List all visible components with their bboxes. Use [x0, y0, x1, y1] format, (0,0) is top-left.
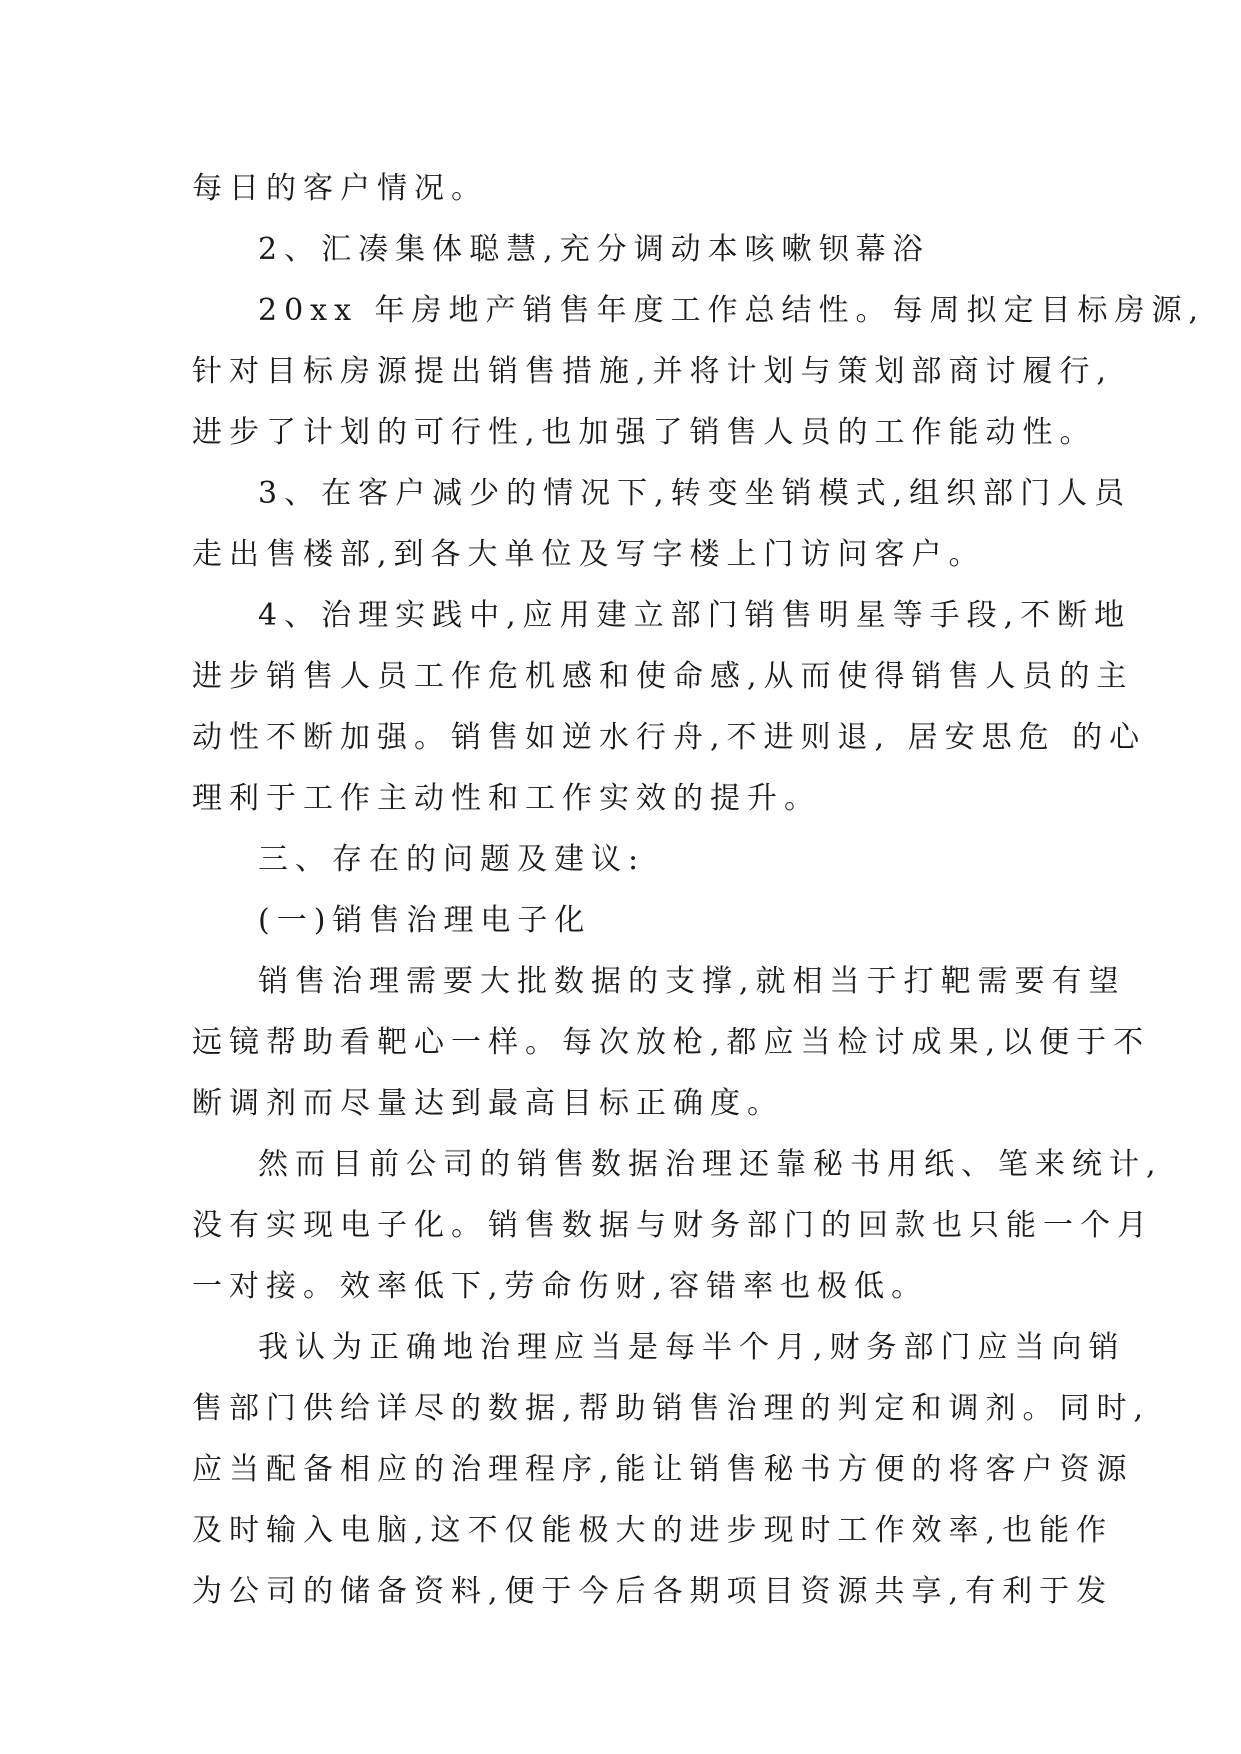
text-line: 理利于工作主动性和工作实效的提升。 — [192, 781, 821, 816]
text-line: 进步了计划的可行性,也加强了销售人员的工作能动性。 — [192, 415, 1097, 450]
text-line: 应当配备相应的治理程序,能让销售秘书方便的将客户资源 — [192, 1452, 1134, 1487]
text-line: 一对接。效率低下,劳命伤财,容错率也极低。 — [192, 1269, 929, 1304]
text-line: 2、汇凑集体聪慧,充分调动本咳嗽钡幕浴 — [258, 232, 930, 267]
text-line: 然而目前公司的销售数据治理还靠秘书用纸、笔来统计, — [258, 1147, 1163, 1182]
text-line: 20xx 年房地产销售年度工作总结性。每周拟定目标房源, — [258, 293, 1206, 328]
document-body — [192, 158, 1206, 1622]
text-line: 进步销售人员工作危机感和使命感,从而使得销售人员的主 — [192, 659, 1134, 694]
text-line: 针对目标房源提出销售措施,并将计划与策划部商讨履行, — [192, 354, 1114, 389]
text-line: 动性不断加强。销售如逆水行舟,不进则退, 居安思危 的心 — [192, 720, 1147, 755]
text-line: 断调剂而尽量达到最高目标正确度。 — [192, 1086, 784, 1121]
text-line: 及时输入电脑,这不仅能极大的进步现时工作效率,也能作 — [192, 1513, 1114, 1548]
text-line: 远镜帮助看靶心一样。每次放枪,都应当检讨成果,以便于不 — [192, 1025, 1151, 1060]
text-line: 为公司的储备资料,便于今后各期项目资源共享,有利于发 — [192, 1574, 1114, 1609]
text-line: 3、在客户减少的情况下,转变坐销模式,组织部门人员 — [258, 476, 1132, 511]
text-line: 4、治理实践中,应用建立部门销售明星等手段,不断地 — [258, 598, 1132, 633]
text-line: 我认为正确地治理应当是每半个月,财务部门应当向销 — [258, 1330, 1126, 1365]
text-line: 走出售楼部,到各大单位及写字楼上门访问客户。 — [192, 537, 986, 572]
text-line: 每日的客户情况。 — [192, 171, 488, 206]
text-line: 没有实现电子化。销售数据与财务部门的回款也只能一个月 — [192, 1208, 1154, 1243]
text-line: 售部门供给详尽的数据,帮助销售治理的判定和调剂。同时, — [192, 1391, 1151, 1426]
text-line: 销售治理需要大批数据的支撑,就相当于打靶需要有望 — [258, 964, 1126, 999]
text-line: (一)销售治理电子化 — [258, 903, 592, 938]
text-line: 三、存在的问题及建议: — [258, 842, 646, 877]
